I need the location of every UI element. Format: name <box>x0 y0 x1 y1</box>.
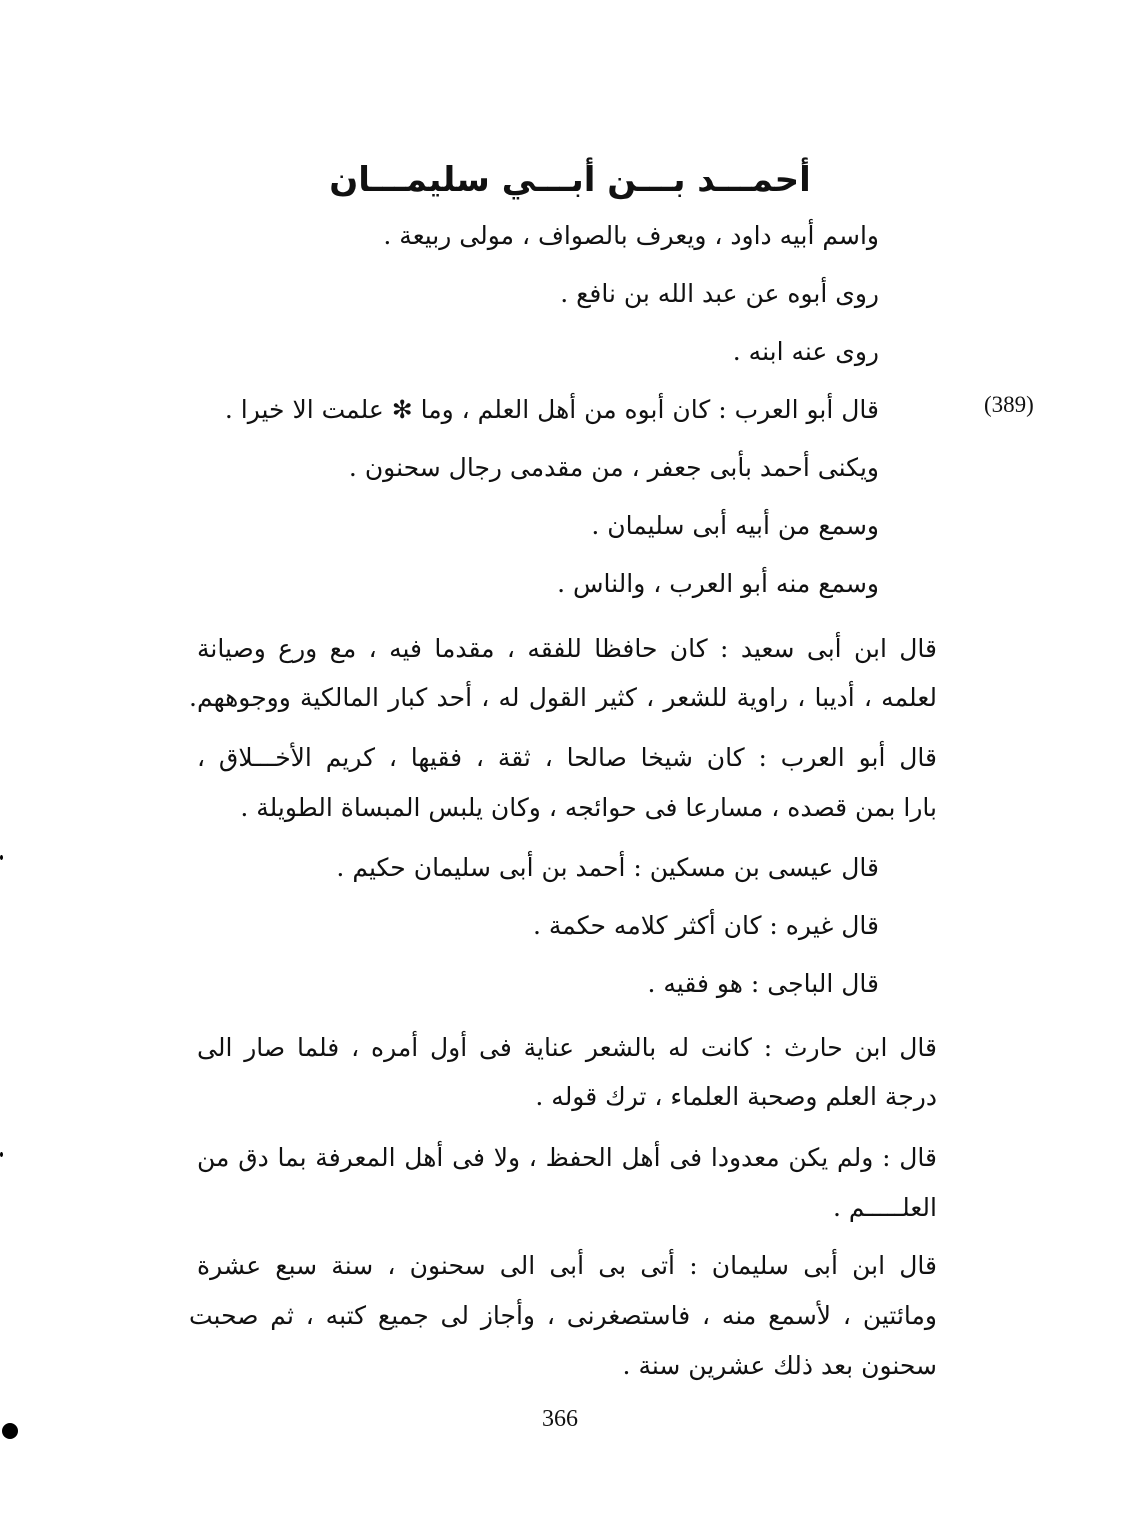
text-line: روى أبوه عن عبد الله بن نافع . <box>560 279 879 308</box>
scan-speck <box>0 855 3 860</box>
text-line: سحنون بعد ذلك عشرين سنة . <box>622 1351 937 1380</box>
margin-entry-number: (389) <box>984 392 1034 417</box>
text-line: روى عنه ابنه . <box>732 337 879 366</box>
text-line: قال ابن أبى سليمان : أتى بى أبى الى سحنون ، سنة سبع عشرة <box>197 1251 937 1280</box>
page-title: أحمـــد بـــن أبـــي سليمـــان <box>329 160 811 200</box>
text-line: قال : ولم يكن معدودا فى أهل الحفظ ، ولا فى أهل المعرفة بما دق من <box>197 1143 937 1172</box>
text-line: ويكنى أحمد بأبى جعفر ، من مقدمى رجال سحنون . <box>348 453 879 482</box>
scan-hole-mark <box>2 1423 18 1439</box>
text-line: قال الباجى : هو فقيه . <box>647 969 879 998</box>
scan-speck <box>0 1152 3 1157</box>
text-line: قال غيره : كان أكثر كلامه حكمة . <box>532 911 879 940</box>
text-line: بارا بمن قصده ، مسارعا فى حوائجه ، وكان يلبس المبساة الطويلة . <box>240 793 937 822</box>
text-line: لعلمه ، أديبا ، راوية للشعر ، كثير القول له ، أحد كبار المالكية ووجوههم. <box>189 683 937 712</box>
text-line: قال أبو العرب : كان شيخا صالحا ، ثقة ، فقيها ، كريم الأخـــلاق ، <box>197 743 937 772</box>
text-line: درجة العلم وصحبة العلماء ، ترك قوله . <box>535 1082 937 1111</box>
text-line: وسمع من أبيه أبى سليمان . <box>591 511 879 540</box>
text-line: قال عيسى بن مسكين : أحمد بن أبى سليمان حكيم . <box>336 853 879 882</box>
text-line: قال ابن أبى سعيد : كان حافظا للفقه ، مقدما فيه ، مع ورع وصيانة <box>197 634 937 663</box>
text-line: قال ابن حارث : كانت له بالشعر عناية فى أول أمره ، فلما صار الى <box>197 1033 937 1062</box>
text-line: وسمع منه أبو العرب ، والناس . <box>557 569 879 598</box>
text-line: واسم أبيه داود ، ويعرف بالصواف ، مولى ربيعة . <box>383 221 879 250</box>
text-line: قال أبو العرب : كان أبوه من أهل العلم ، وما ✻ علمت الا خيرا . <box>224 395 879 424</box>
page-number: 366 <box>542 1406 578 1432</box>
text-line: العلـــــم . <box>832 1193 937 1222</box>
text-line: ومائتين ، لأسمع منه ، فاستصغرنى ، وأجاز لى جميع كتبه ، ثم صحبت <box>189 1301 937 1330</box>
